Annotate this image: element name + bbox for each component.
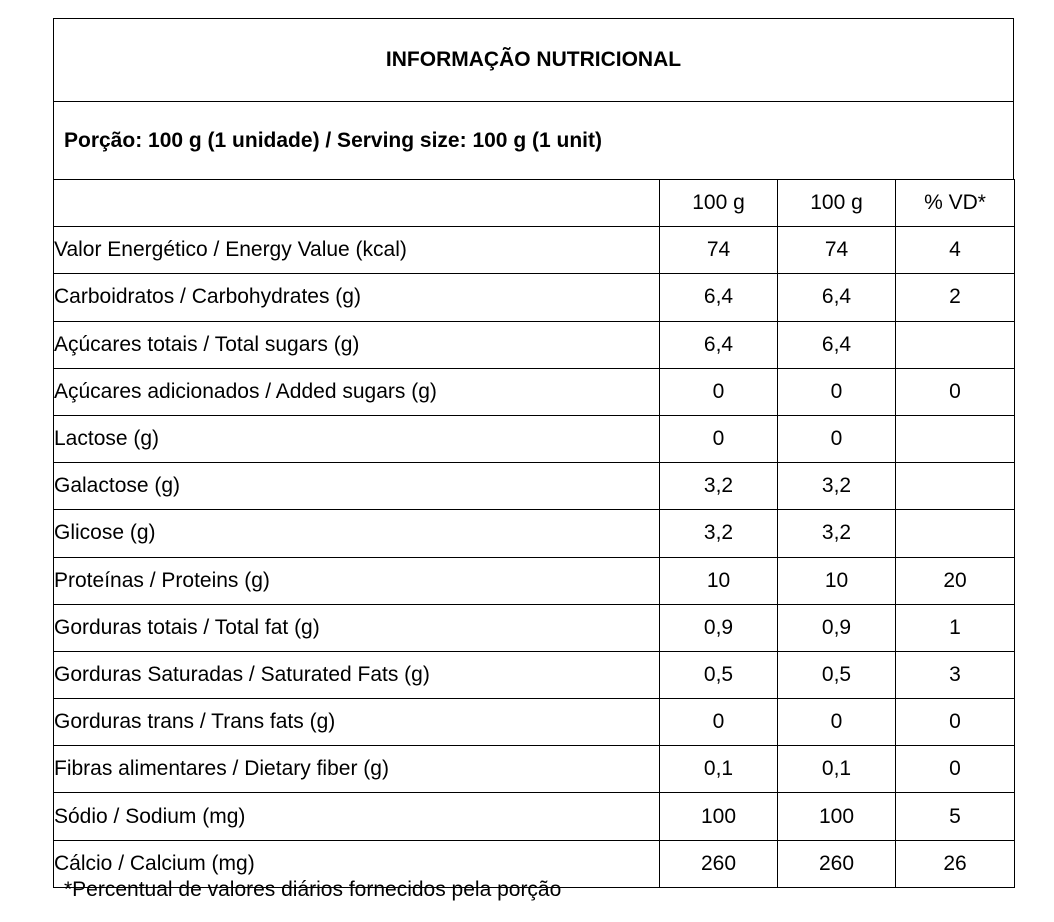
table-row — [54, 557, 1015, 604]
amount-value: 0 — [778, 415, 896, 462]
label-title: INFORMAÇÃO NUTRICIONAL — [53, 18, 1014, 101]
serving-size: Porção: 100 g (1 unidade) / Serving size: 100 g (1 unit) — [53, 101, 1014, 179]
amount-value: 0 — [778, 368, 896, 415]
daily-value — [896, 463, 1015, 510]
amount-value: 0 — [660, 368, 778, 415]
daily-value — [896, 510, 1015, 557]
amount-value: 0,1 — [660, 746, 778, 793]
table-row — [54, 463, 1015, 510]
table-row — [54, 793, 1015, 840]
amount-value: 3,2 — [778, 463, 896, 510]
table-row — [54, 274, 1015, 321]
column-header-amount: 100 g — [660, 180, 778, 227]
table-row — [54, 604, 1015, 651]
amount-value: 0 — [660, 415, 778, 462]
nutrient-name: Proteínas / Proteins (g) — [54, 557, 660, 604]
amount-value: 10 — [778, 557, 896, 604]
nutrient-name: Carboidratos / Carbohydrates (g) — [54, 274, 660, 321]
amount-value: 0 — [778, 699, 896, 746]
amount-value: 0,5 — [778, 651, 896, 698]
amount-value: 6,4 — [778, 274, 896, 321]
daily-value: 0 — [896, 368, 1015, 415]
nutrient-name: Sódio / Sodium (mg) — [54, 793, 660, 840]
daily-value — [896, 321, 1015, 368]
nutrition-facts-label — [53, 18, 1014, 888]
amount-value: 0,5 — [660, 651, 778, 698]
table-row — [54, 368, 1015, 415]
amount-value: 74 — [778, 227, 896, 274]
table-row — [54, 321, 1015, 368]
daily-value: 20 — [896, 557, 1015, 604]
amount-value: 100 — [778, 793, 896, 840]
daily-value: 26 — [896, 840, 1015, 887]
amount-value: 6,4 — [778, 321, 896, 368]
amount-value: 3,2 — [660, 463, 778, 510]
column-header-daily-value: % VD* — [896, 180, 1015, 227]
table-row — [54, 510, 1015, 557]
table-row — [54, 651, 1015, 698]
nutrient-name: Galactose (g) — [54, 463, 660, 510]
amount-value: 3,2 — [778, 510, 896, 557]
amount-value: 0 — [660, 699, 778, 746]
nutrient-name: Açúcares totais / Total sugars (g) — [54, 321, 660, 368]
nutrient-name: Gorduras totais / Total fat (g) — [54, 604, 660, 651]
amount-value: 6,4 — [660, 274, 778, 321]
nutrient-name: Lactose (g) — [54, 415, 660, 462]
nutrient-name: Gorduras trans / Trans fats (g) — [54, 699, 660, 746]
amount-value: 260 — [778, 840, 896, 887]
daily-value — [896, 415, 1015, 462]
table-row — [54, 699, 1015, 746]
amount-value: 74 — [660, 227, 778, 274]
footnote: *Percentual de valores diários fornecidos pela porção — [64, 878, 562, 901]
nutrient-name: Açúcares adicionados / Added sugars (g) — [54, 368, 660, 415]
nutrient-name: Gorduras Saturadas / Saturated Fats (g) — [54, 651, 660, 698]
amount-value: 6,4 — [660, 321, 778, 368]
amount-value: 260 — [660, 840, 778, 887]
nutrient-name: Cálcio / Calcium (mg) — [54, 840, 660, 887]
daily-value: 2 — [896, 274, 1015, 321]
table-row — [54, 415, 1015, 462]
amount-value: 0,9 — [660, 604, 778, 651]
nutrition-table — [53, 179, 1015, 888]
nutrition-rows — [54, 227, 1015, 888]
daily-value: 3 — [896, 651, 1015, 698]
amount-value: 100 — [660, 793, 778, 840]
table-row — [54, 227, 1015, 274]
daily-value: 4 — [896, 227, 1015, 274]
nutrient-name: Glicose (g) — [54, 510, 660, 557]
column-header-nutrient — [54, 180, 660, 227]
amount-value: 3,2 — [660, 510, 778, 557]
amount-value: 0,9 — [778, 604, 896, 651]
daily-value: 0 — [896, 746, 1015, 793]
table-row — [54, 746, 1015, 793]
daily-value: 5 — [896, 793, 1015, 840]
daily-value: 1 — [896, 604, 1015, 651]
column-header-amount: 100 g — [778, 180, 896, 227]
daily-value: 0 — [896, 699, 1015, 746]
amount-value: 10 — [660, 557, 778, 604]
table-header-row — [54, 180, 1015, 227]
nutrient-name: Valor Energético / Energy Value (kcal) — [54, 227, 660, 274]
amount-value: 0,1 — [778, 746, 896, 793]
nutrient-name: Fibras alimentares / Dietary fiber (g) — [54, 746, 660, 793]
